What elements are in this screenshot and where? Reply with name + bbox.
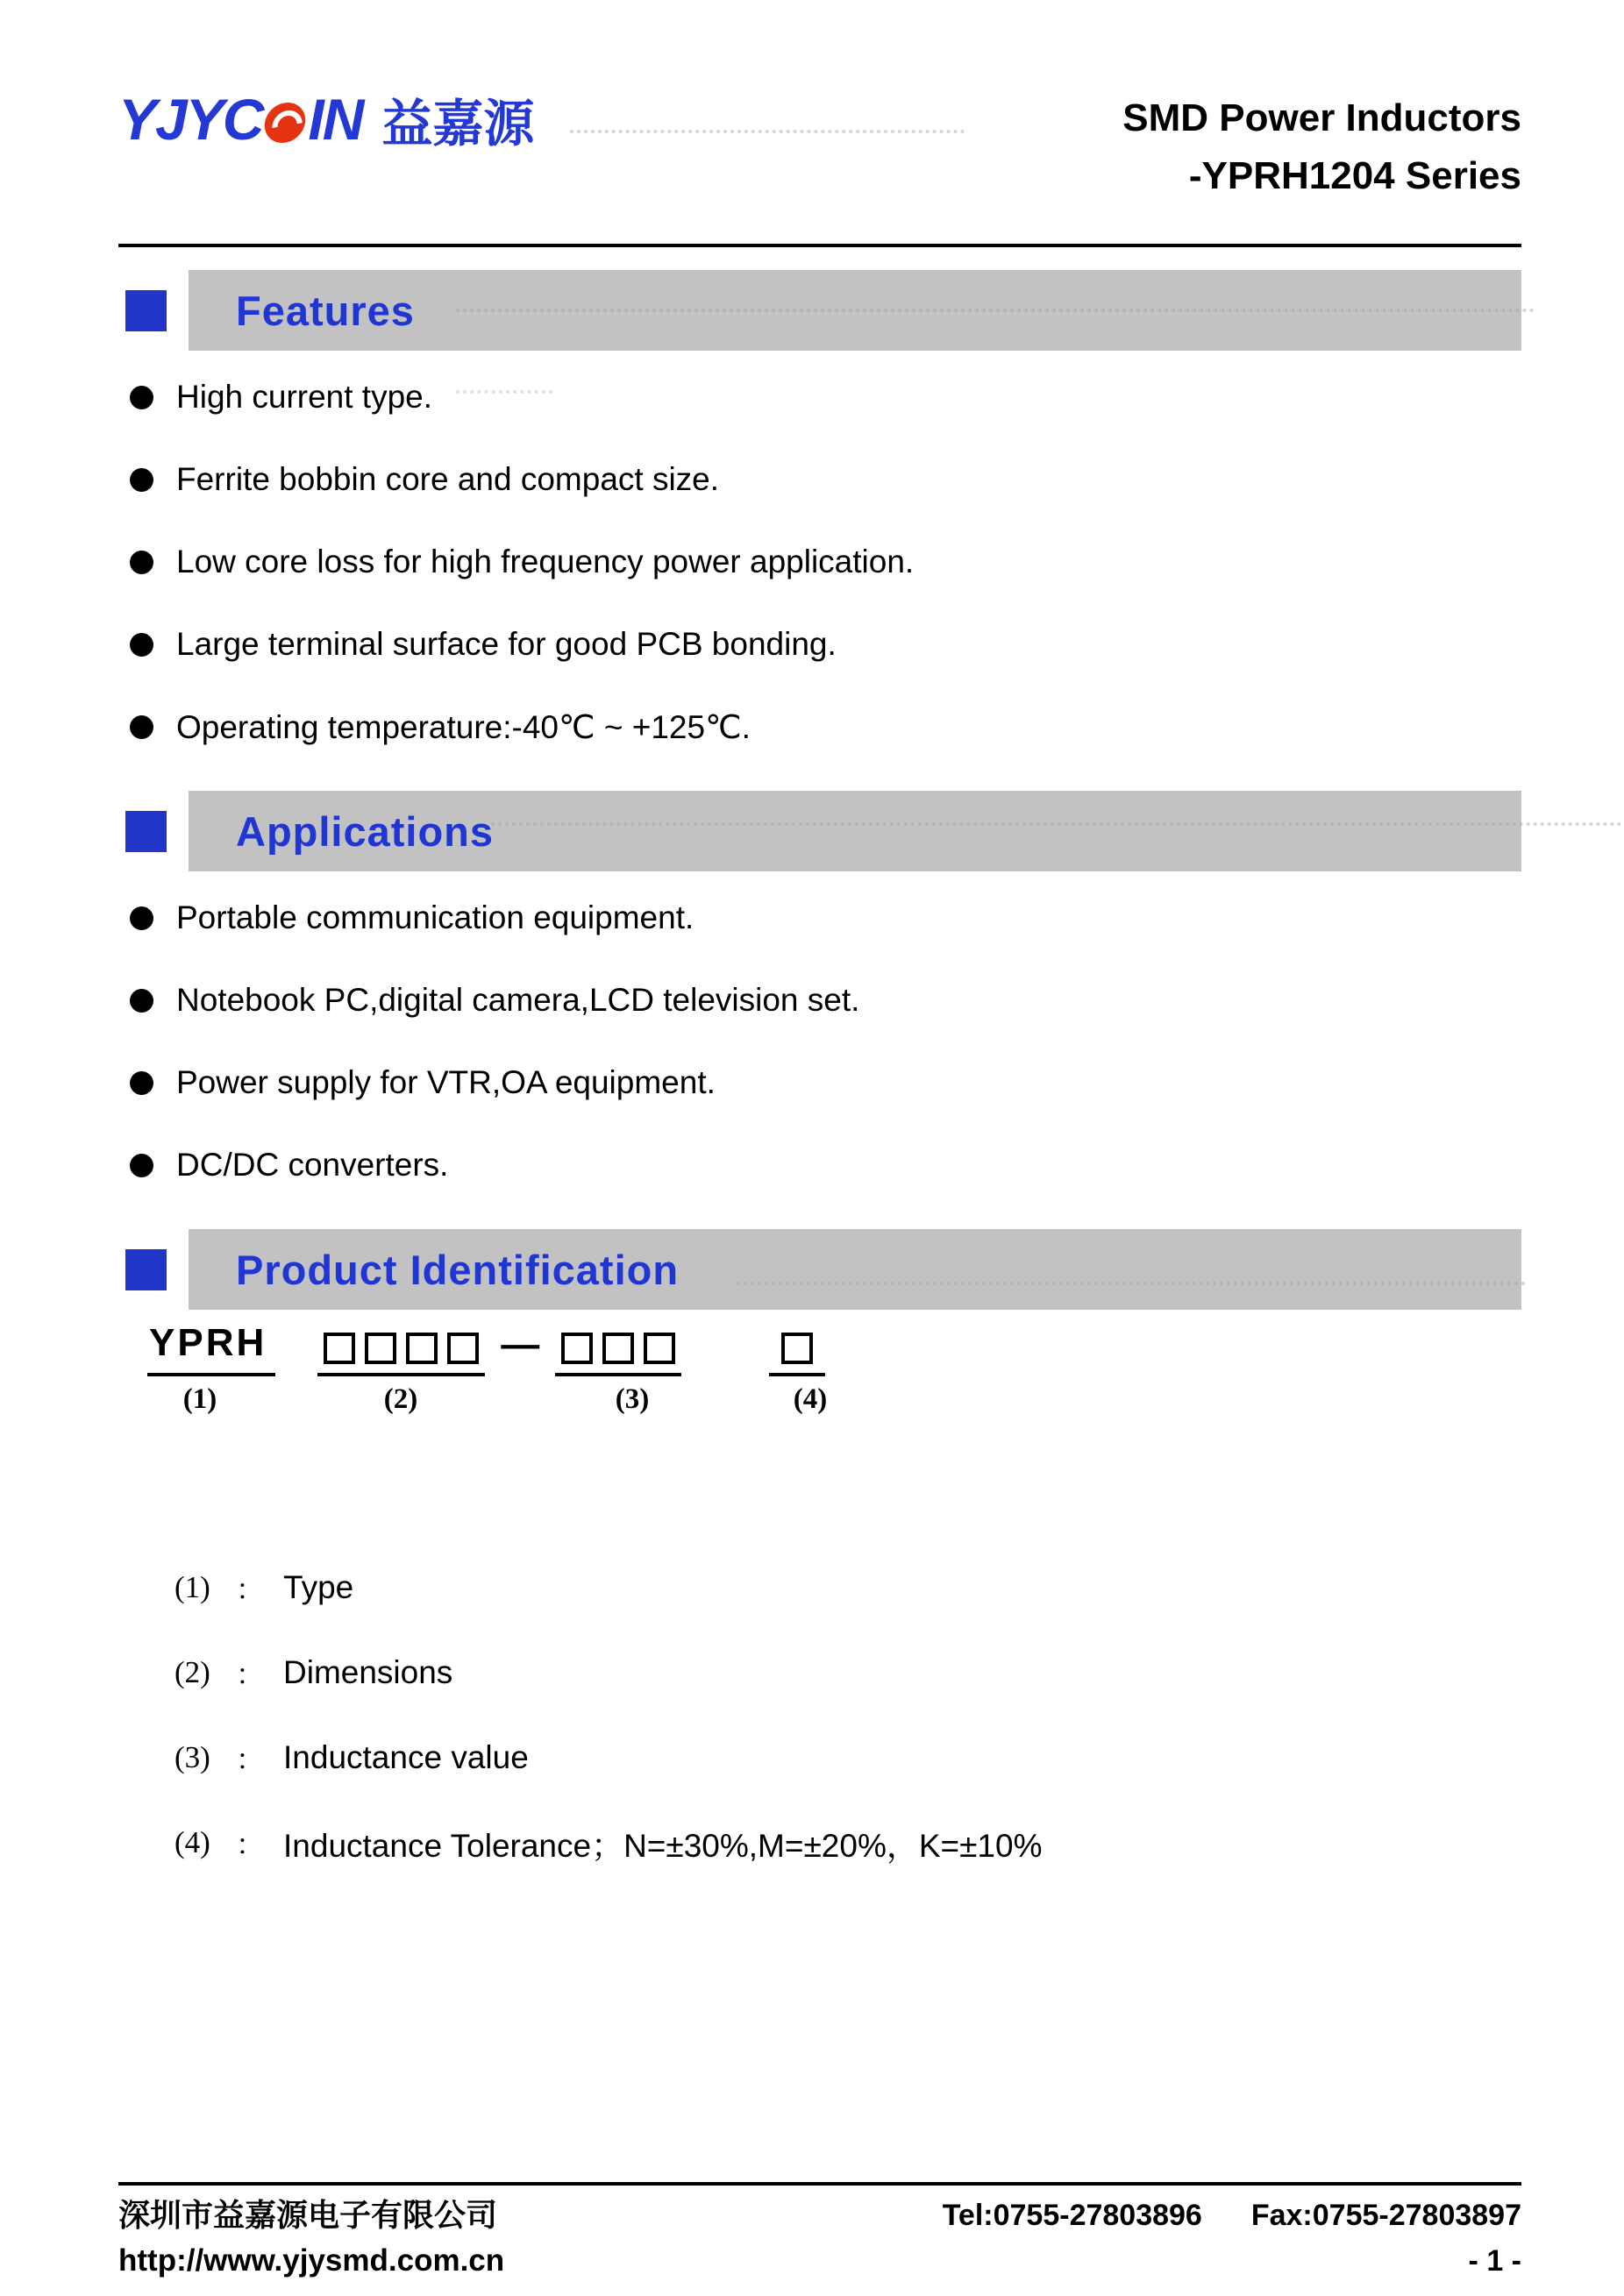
logo-brand-pre: YJYC [118, 87, 263, 152]
bullet-icon [130, 715, 153, 739]
doc-title-line1: SMD Power Inductors [1122, 96, 1521, 139]
page-header [118, 0, 1521, 205]
diagram-label-2: (2) [383, 1383, 418, 1415]
definition-row [118, 1545, 1521, 1630]
definition-colon: ： [236, 1658, 265, 1690]
logo-brand-post: IN [308, 87, 363, 152]
scan-dots [491, 822, 1622, 826]
feature-item [118, 686, 1521, 768]
part-number-definitions [118, 1545, 1521, 1885]
logo-coin-icon [262, 103, 308, 143]
scan-dots [737, 1282, 1526, 1285]
bullet-icon [130, 468, 153, 492]
definition-row [118, 1630, 1521, 1715]
scan-dots [570, 130, 965, 133]
diagram-label-3: (3) [615, 1383, 650, 1415]
fax-text: Fax:0755-27803897 [1250, 2199, 1521, 2232]
definition-row [118, 1715, 1521, 1800]
section-marker-icon [125, 290, 167, 331]
feature-item-text: Low core loss for high frequency power application. [176, 544, 915, 579]
feature-item-text: Ferrite bobbin core and compact size. [176, 461, 720, 497]
applications-list [118, 877, 1521, 1206]
company-name: 深圳市益嘉源电子有限公司 [118, 2197, 498, 2233]
feature-item [118, 438, 1521, 521]
application-item-text: Power supply for VTR,OA equipment. [176, 1064, 716, 1100]
definition-text: Dimensions [283, 1653, 453, 1690]
code-box-icon [365, 1333, 396, 1364]
doc-title-line2: -YPRH1204 Series [1188, 154, 1521, 197]
logo-brand-text [118, 86, 362, 153]
scan-dots [456, 390, 552, 394]
code-box-icon [406, 1333, 438, 1364]
header-divider [118, 244, 1521, 247]
document-title [1122, 89, 1521, 205]
code-box-group-inductance [555, 1333, 681, 1376]
code-dash: — [501, 1323, 540, 1367]
company-logo [118, 82, 534, 156]
definition-text: Inductance Tolerance；N=±30%,M=±20%，K=±10% [283, 1827, 1043, 1864]
bullet-icon [130, 989, 153, 1013]
definition-number: (1) [175, 1569, 210, 1604]
applications-banner [189, 791, 1521, 871]
definition-colon: ： [236, 1743, 265, 1775]
application-item-text: Portable communication equipment. [176, 899, 694, 935]
code-box-icon [781, 1333, 813, 1364]
features-heading: Features [236, 287, 415, 334]
application-item [118, 877, 1521, 959]
application-item-text: Notebook PC,digital camera,LCD television set. [176, 982, 860, 1018]
footer-row-1 [118, 2193, 1521, 2238]
feature-item-text: High current type. [176, 379, 433, 415]
code-box-icon [644, 1333, 675, 1364]
footer-row-2 [118, 2238, 1521, 2284]
definition-colon: ： [236, 1573, 265, 1605]
section-marker-icon [125, 811, 167, 852]
section-marker-icon [125, 1249, 167, 1290]
definition-number: (2) [175, 1654, 210, 1689]
feature-item [118, 603, 1521, 686]
code-box-icon [324, 1333, 355, 1364]
definition-row [118, 1800, 1521, 1885]
logo-chinese-text: 益嘉源 [381, 96, 535, 153]
definition-text: Inductance value [283, 1738, 529, 1775]
applications-heading: Applications [236, 807, 495, 855]
page-footer [118, 2182, 1521, 2284]
feature-item-text: Large terminal surface for good PCB bonding. [176, 626, 837, 662]
definition-number: (3) [175, 1739, 210, 1774]
feature-item [118, 356, 1521, 438]
applications-section-header [118, 791, 1521, 871]
feature-item [118, 521, 1521, 603]
tel-text: Tel:0755-27803896 [942, 2199, 1202, 2232]
definition-number: (4) [175, 1824, 210, 1859]
code-box-group-dimensions [317, 1333, 485, 1376]
application-item [118, 1041, 1521, 1124]
part-number-code-row [118, 1322, 1521, 1376]
features-list [118, 356, 1521, 768]
bullet-icon [130, 386, 153, 409]
definition-colon: ： [236, 1828, 265, 1860]
product-id-heading: Product Identification [236, 1246, 680, 1293]
bullet-icon [130, 906, 153, 930]
bullet-icon [130, 551, 153, 574]
application-item [118, 1124, 1521, 1206]
scan-dots [456, 309, 1535, 312]
diagram-label-1: (1) [182, 1383, 217, 1415]
part-number-diagram [118, 1322, 1521, 1489]
contact-info [943, 2193, 1521, 2238]
application-item-text: DC/DC converters. [176, 1147, 449, 1183]
product-id-banner [189, 1229, 1521, 1310]
bullet-icon [130, 1154, 153, 1177]
bullet-icon [130, 1071, 153, 1095]
code-box-icon [447, 1333, 479, 1364]
code-box-icon [602, 1333, 634, 1364]
diagram-label-4: (4) [793, 1383, 828, 1415]
code-box-group-tolerance [769, 1333, 825, 1376]
code-box-icon [561, 1333, 593, 1364]
product-id-section-header [118, 1229, 1521, 1310]
website-url: http://www.yjysmd.com.cn [118, 2243, 505, 2278]
feature-item-text: Operating temperature:-40℃ ~ +125℃. [176, 708, 751, 745]
application-item [118, 959, 1521, 1041]
page-number: - 1 - [1468, 2244, 1521, 2278]
code-prefix: YPRH [147, 1322, 275, 1376]
definition-text: Type [283, 1568, 354, 1605]
bullet-icon [130, 633, 153, 657]
